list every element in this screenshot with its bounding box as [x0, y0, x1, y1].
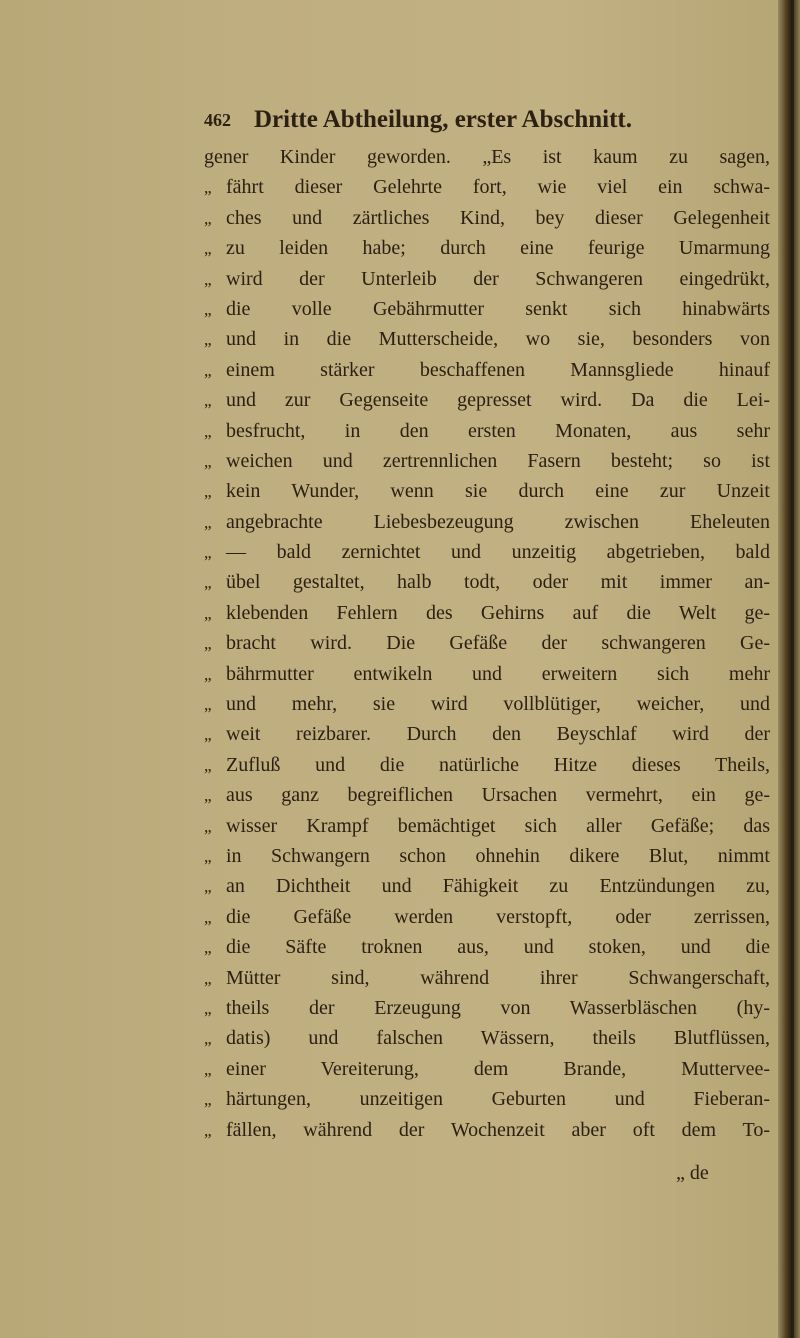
text-line — [204, 324, 770, 354]
line-text: die Gefäße werden verstopft, oder zerrissen, — [226, 905, 770, 928]
text-line — [204, 659, 770, 689]
text-line — [204, 203, 770, 233]
quote-mark: „ — [204, 938, 212, 958]
text-line — [204, 416, 770, 446]
text-line — [204, 567, 770, 597]
text-line — [204, 871, 770, 901]
quote-mark: „ — [204, 330, 212, 350]
text-line — [204, 689, 770, 719]
line-text: an Dichtheit und Fähigkeit zu Entzündungen zu, — [226, 875, 770, 898]
quote-mark: „ — [204, 755, 212, 775]
line-text: besfrucht, in den ersten Monaten, aus sehr — [226, 419, 770, 442]
book-spine-shadow — [791, 0, 794, 1338]
text-line — [204, 264, 770, 294]
text-line — [204, 1023, 770, 1053]
quote-mark: „ — [204, 391, 212, 411]
line-text: weit reizbarer. Durch den Beyschlaf wird der — [226, 723, 770, 746]
text-line — [204, 1115, 770, 1145]
book-spine-edge — [778, 0, 800, 1338]
text-line — [204, 1084, 770, 1114]
line-text: gener Kinder geworden. „Es ist kaum zu sagen, — [204, 146, 770, 168]
quote-mark: „ — [204, 1120, 212, 1140]
quote-mark: „ — [204, 269, 212, 289]
line-text: einem stärker beschaffenen Mannsgliede hinauf — [226, 358, 770, 381]
line-text: und zur Gegenseite gepresset wird. Da die Lei- — [226, 389, 770, 412]
text-line — [204, 750, 770, 780]
text-line — [204, 811, 770, 841]
text-line — [204, 537, 770, 567]
quote-mark: „ — [204, 664, 212, 684]
line-text: die Säfte troknen aus, und stoken, und die — [226, 936, 770, 959]
quote-mark: „ — [204, 543, 212, 563]
quote-mark: „ — [204, 208, 212, 228]
line-text: datis) und falschen Wässern, theils Blutflüssen, — [226, 1027, 770, 1050]
text-line — [204, 142, 770, 172]
line-text: fällen, während der Wochenzeit aber oft dem To- — [226, 1118, 770, 1141]
line-text: in Schwangern schon ohnehin dikere Blut, nimmt — [226, 844, 770, 867]
quote-mark: „ — [204, 846, 212, 866]
page-body-text — [204, 142, 770, 1145]
text-line — [204, 507, 770, 537]
text-line — [204, 172, 770, 202]
quote-mark: „ — [204, 816, 212, 836]
text-line — [204, 719, 770, 749]
quote-mark: „ — [204, 634, 212, 654]
quote-mark: „ — [204, 695, 212, 715]
line-text: theils der Erzeugung von Wasserbläschen (hy- — [226, 996, 770, 1019]
quote-mark: „ — [204, 786, 212, 806]
quote-mark: „ — [204, 178, 212, 198]
text-line — [204, 963, 770, 993]
quote-mark: „ — [204, 877, 212, 897]
line-text: die volle Gebährmutter senkt sich hinabwärts — [226, 297, 770, 320]
quote-mark: „ — [204, 603, 212, 623]
quote-mark: „ — [204, 573, 212, 593]
line-text: bährmutter entwikeln und erweitern sich mehr — [226, 662, 770, 685]
text-line — [204, 628, 770, 658]
line-text: wisser Krampf bemächtiget sich aller Gefäße; das — [226, 814, 770, 837]
line-text: einer Vereiterung, dem Brande, Muttervee- — [226, 1057, 770, 1080]
quote-mark: „ — [204, 968, 212, 988]
quote-mark: „ — [204, 299, 212, 319]
text-line — [204, 598, 770, 628]
quote-mark: „ — [204, 1029, 212, 1049]
quote-mark: „ — [204, 482, 212, 502]
page-header — [204, 104, 764, 136]
line-text: angebrachte Liebesbezeugung zwischen Eheleuten — [226, 510, 770, 533]
quote-mark: „ — [204, 451, 212, 471]
text-line — [204, 294, 770, 324]
running-title: Dritte Abtheilung, erster Abschnitt. — [254, 106, 632, 133]
quote-mark: „ — [204, 907, 212, 927]
line-text: — bald zernichtet und unzeitig abgetrieben, bald — [226, 541, 770, 564]
catchword: „ de — [676, 1162, 709, 1184]
text-line — [204, 932, 770, 962]
line-text: kein Wunder, wenn sie durch eine zur Unzeit — [226, 480, 770, 503]
line-text: und in die Mutterscheide, wo sie, besonders von — [226, 328, 770, 351]
text-line — [204, 993, 770, 1023]
text-line — [204, 446, 770, 476]
quote-mark: „ — [204, 239, 212, 259]
text-line — [204, 1054, 770, 1084]
line-text: Zufluß und die natürliche Hitze dieses Theils, — [226, 753, 770, 776]
quote-mark: „ — [204, 512, 212, 532]
text-line — [204, 841, 770, 871]
text-line — [204, 780, 770, 810]
text-line — [204, 233, 770, 263]
quote-mark: „ — [204, 1090, 212, 1110]
quote-mark: „ — [204, 998, 212, 1018]
page-number: 462 — [204, 110, 231, 130]
line-text: wird der Unterleib der Schwangeren eingedrükt, — [226, 267, 770, 290]
text-line — [204, 385, 770, 415]
text-line — [204, 902, 770, 932]
line-text: klebenden Fehlern des Gehirns auf die Welt ge- — [226, 601, 770, 624]
quote-mark: „ — [204, 725, 212, 745]
line-text: härtungen, unzeitigen Geburten und Fieberan- — [226, 1088, 770, 1111]
quote-mark: „ — [204, 1059, 212, 1079]
line-text: zu leiden habe; durch eine feurige Umarmung — [226, 237, 770, 260]
line-text: und mehr, sie wird vollblütiger, weicher, und — [226, 693, 770, 716]
line-text: weichen und zertrennlichen Fasern besteht; so ist — [226, 449, 770, 472]
line-text: Mütter sind, während ihrer Schwangerschaft, — [226, 966, 770, 989]
line-text: bracht wird. Die Gefäße der schwangeren Ge- — [226, 632, 770, 655]
line-text: übel gestaltet, halb todt, oder mit immer an- — [226, 571, 770, 594]
quote-mark: „ — [204, 360, 212, 380]
text-line — [204, 476, 770, 506]
line-text: aus ganz begreiflichen Ursachen vermehrt, ein ge- — [226, 784, 770, 807]
line-text: ches und zärtliches Kind, bey dieser Gelegenheit — [226, 206, 770, 229]
line-text: fährt dieser Gelehrte fort, wie viel ein schwa- — [226, 176, 770, 199]
quote-mark: „ — [204, 421, 212, 441]
text-line — [204, 355, 770, 385]
